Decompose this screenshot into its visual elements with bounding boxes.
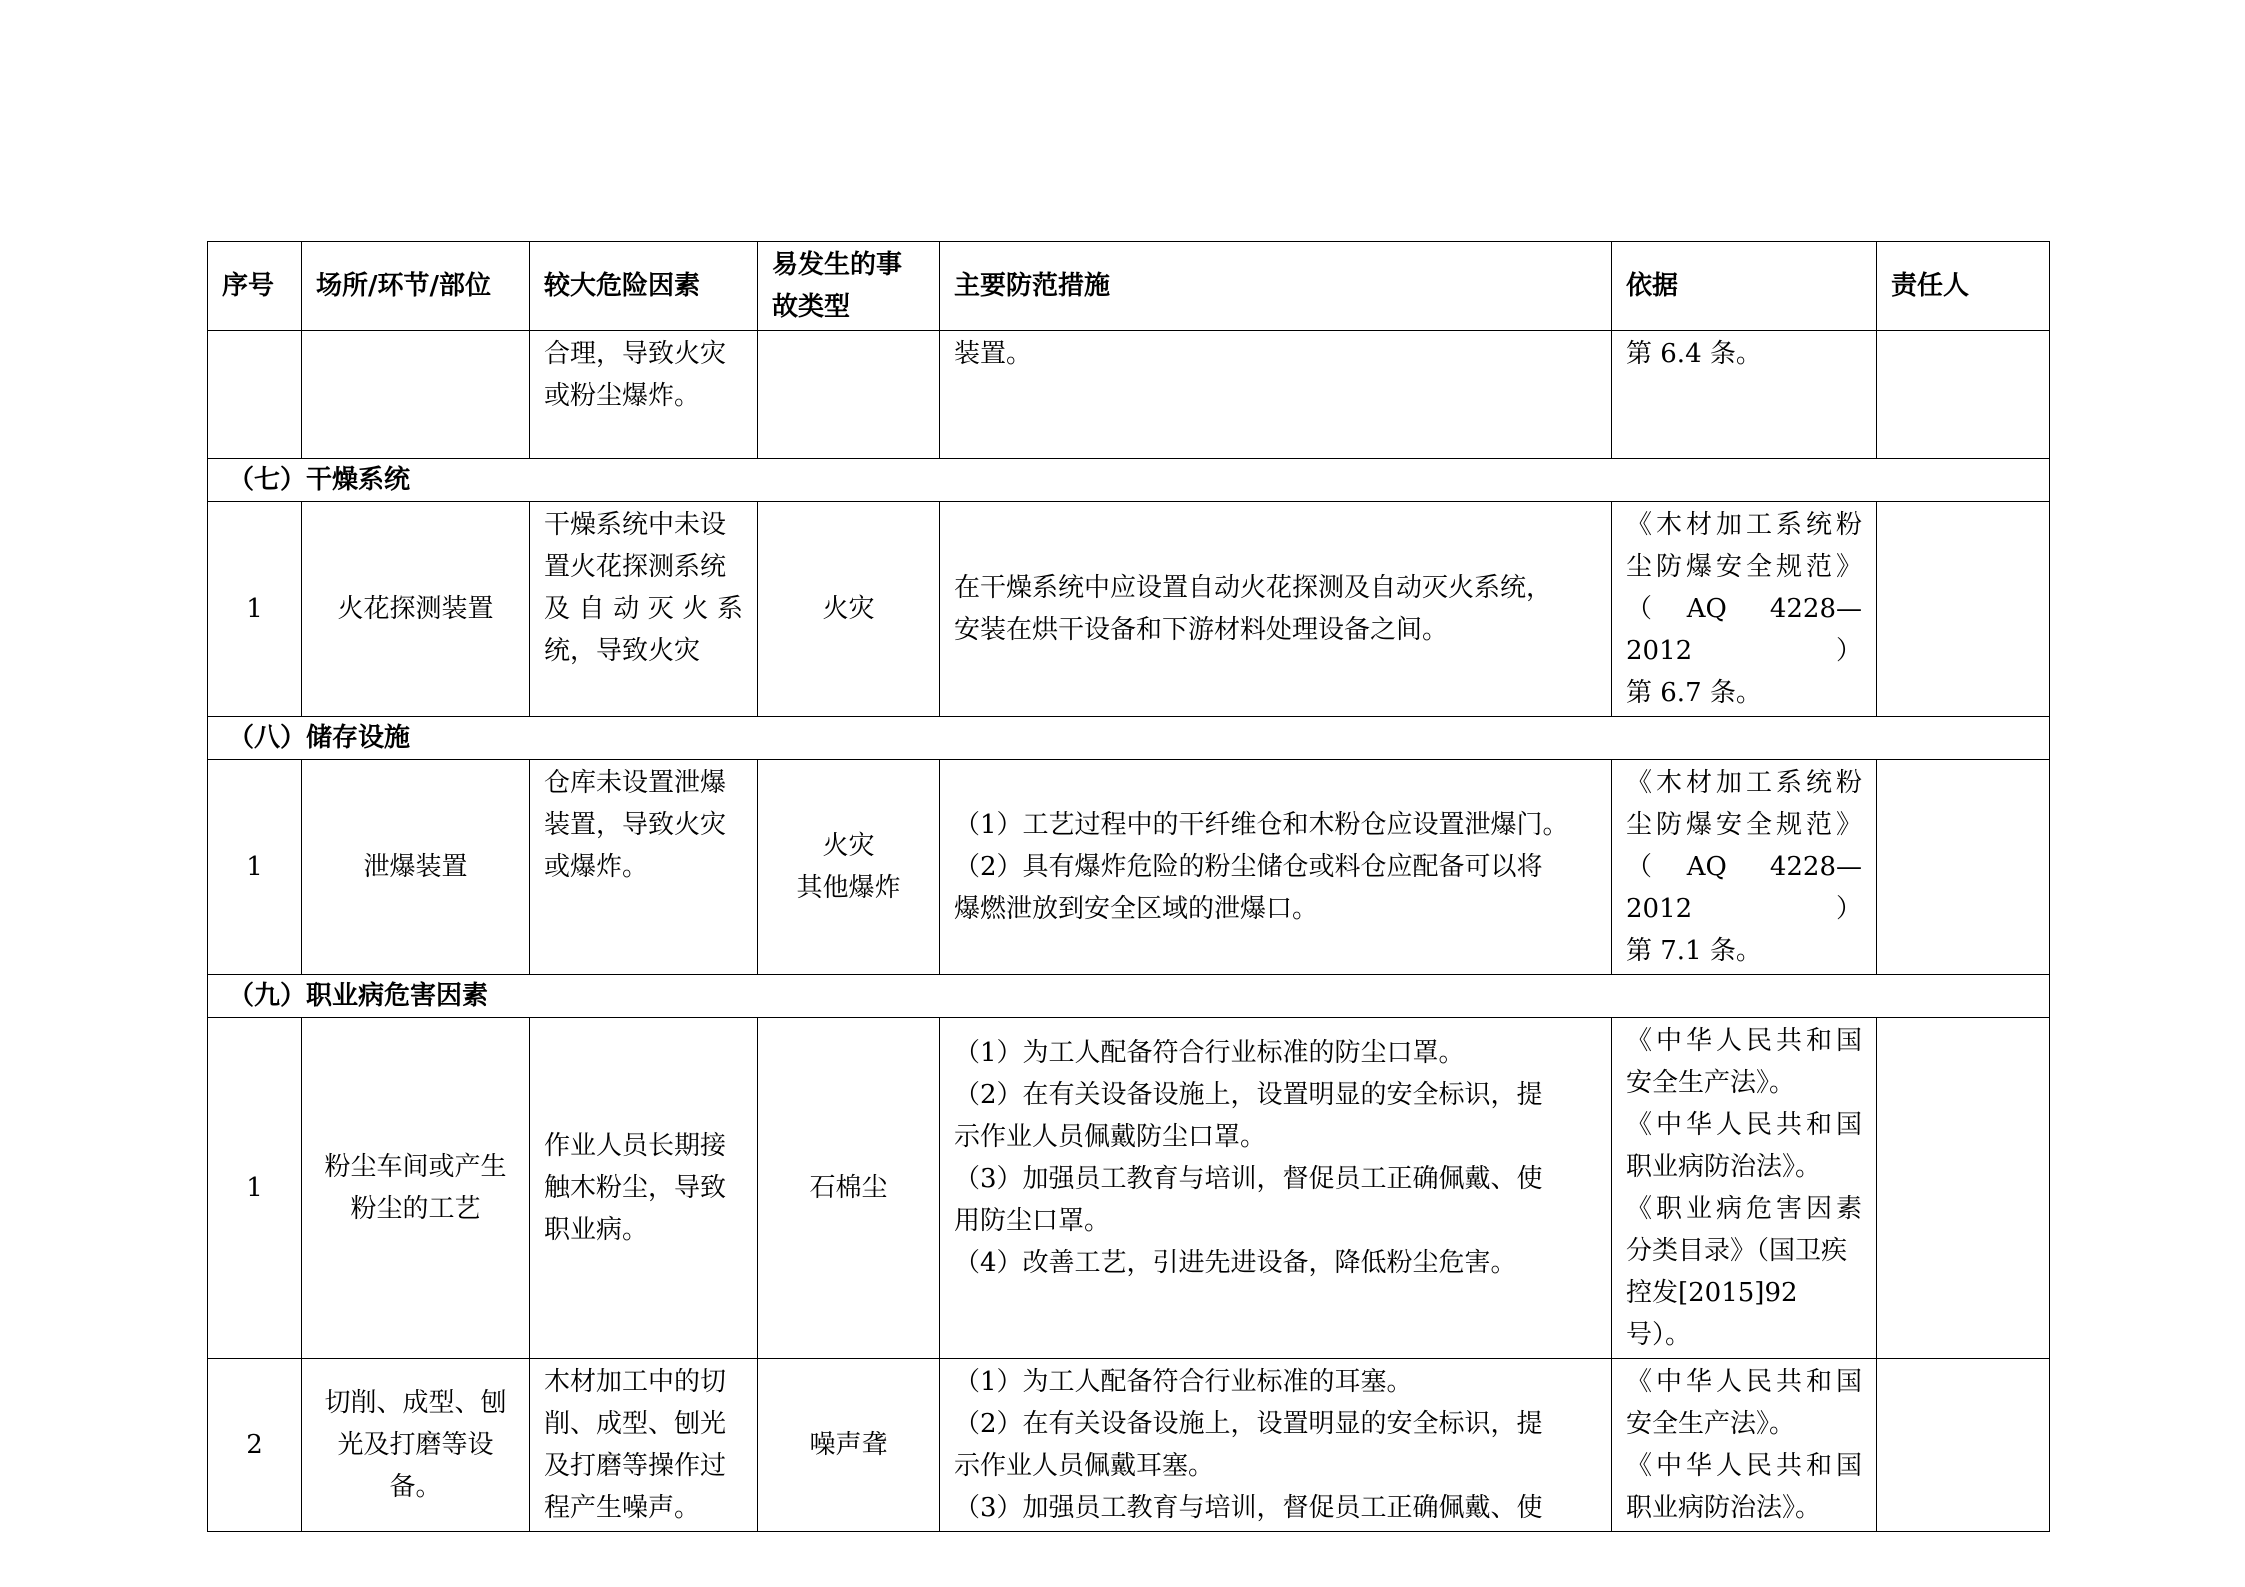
cell-basis (1612, 1018, 1877, 1359)
section-row (208, 459, 2050, 502)
cell-seq: 1 (208, 502, 302, 717)
section-row (208, 717, 2050, 760)
cell-line: （3）加强员工教育与培训，督促员工正确佩戴、使 (954, 1493, 1543, 1523)
cell-line: （2）在有关设备设施上，设置明显的安全标识，提 (954, 1080, 1543, 1110)
cell-owner (1877, 502, 2050, 717)
cell-line: 职业病。 (544, 1215, 649, 1245)
risk-table (207, 241, 2050, 1532)
section-title: （九）职业病危害因素 (208, 975, 2050, 1018)
cell-line: 及自动灭火系 (544, 594, 743, 624)
table-header-row (208, 242, 2050, 331)
cell-place (302, 1018, 530, 1359)
cell-line: 粉尘车间或产生 (324, 1152, 507, 1182)
cell-measures (940, 760, 1612, 975)
cell-line: 粉尘的工艺 (350, 1194, 481, 1224)
cell-line: 尘防爆安全规范》 (1626, 552, 1862, 582)
cell-line: 装置。 (954, 339, 1033, 369)
cell-hazard (530, 1018, 758, 1359)
cell-line: 石棉尘 (809, 1173, 888, 1203)
cell-line: 职业病防治法》。 (1626, 1493, 1822, 1523)
cell-accident (758, 760, 940, 975)
table-row-continuation (208, 331, 2050, 459)
cell-line: （AQ 4228—2012） (1626, 594, 1862, 666)
cell-measures (940, 1018, 1612, 1359)
cell-accident (758, 331, 940, 459)
cell-basis (1612, 331, 1877, 459)
section-title: （八）储存设施 (208, 717, 2050, 760)
cell-line: 《木材加工系统粉 (1626, 768, 1862, 798)
cell-line: 示作业人员佩戴防尘口罩。 (954, 1122, 1267, 1152)
table-row (208, 1359, 2050, 1532)
cell-measures (940, 502, 1612, 717)
cell-line: 在干燥系统中应设置自动火花探测及自动灭火系统， (954, 573, 1553, 603)
cell-line: 削、成型、刨光 (544, 1409, 727, 1439)
cell-line: 《职业病危害因素 (1626, 1194, 1862, 1224)
header-accident-line: 故类型 (772, 292, 851, 322)
header-accident-line: 易发生的事 (772, 250, 903, 280)
cell-line: 火花探测装置 (337, 594, 494, 624)
cell-owner (1877, 1018, 2050, 1359)
cell-line: 分类目录》（国卫疾 (1626, 1236, 1848, 1266)
cell-line: 触木粉尘，导致 (544, 1173, 727, 1203)
cell-line: 其他爆炸 (796, 873, 901, 903)
header-seq: 序号 (208, 242, 302, 331)
cell-place (302, 760, 530, 975)
cell-line: 作业人员长期接 (544, 1131, 727, 1161)
cell-line: 或爆炸。 (544, 852, 649, 882)
table-row (208, 1018, 2050, 1359)
cell-accident (758, 1018, 940, 1359)
cell-line: （3）加强员工教育与培训，督促员工正确佩戴、使 (954, 1164, 1543, 1194)
cell-hazard (530, 502, 758, 717)
cell-line: 示作业人员佩戴耳塞。 (954, 1451, 1215, 1481)
cell-line: 安装在烘干设备和下游材料处理设备之间。 (954, 615, 1449, 645)
cell-hazard (530, 760, 758, 975)
cell-line: 备。 (389, 1472, 442, 1502)
table-row (208, 502, 2050, 717)
cell-owner (1877, 760, 2050, 975)
cell-line: 及打磨等操作过 (544, 1451, 727, 1481)
cell-line: 切削、成型、刨 (324, 1388, 507, 1418)
cell-line: 爆燃泄放到安全区域的泄爆口。 (954, 894, 1319, 924)
cell-line: 火灾 (822, 831, 875, 861)
cell-place (302, 502, 530, 717)
cell-line: 职业病防治法》。 (1626, 1152, 1822, 1182)
cell-owner (1877, 1359, 2050, 1532)
cell-hazard (530, 331, 758, 459)
cell-basis (1612, 1359, 1877, 1532)
cell-line: 《中华人民共和国 (1626, 1451, 1862, 1481)
header-owner: 责任人 (1877, 242, 2050, 331)
header-hazard: 较大危险因素 (530, 242, 758, 331)
cell-line: 置火花探测系统 (544, 552, 727, 582)
cell-seq: 1 (208, 760, 302, 975)
section-title: （七）干燥系统 (208, 459, 2050, 502)
cell-line: 《中华人民共和国 (1626, 1110, 1862, 1140)
cell-owner (1877, 331, 2050, 459)
cell-line: 程产生噪声。 (544, 1493, 701, 1523)
cell-line: 用防尘口罩。 (954, 1206, 1111, 1236)
cell-place (302, 331, 530, 459)
cell-line: 噪声聋 (809, 1430, 888, 1460)
cell-line: 合理，导致火灾 (544, 339, 727, 369)
cell-line: 控发[2015]92 号）。 (1626, 1278, 1798, 1350)
cell-measures (940, 331, 1612, 459)
cell-line: 安全生产法》。 (1626, 1409, 1796, 1439)
table-row (208, 760, 2050, 975)
cell-line: 《中华人民共和国 (1626, 1026, 1862, 1056)
header-place: 场所/环节/部位 (302, 242, 530, 331)
cell-place (302, 1359, 530, 1532)
cell-line: 干燥系统中未设 (544, 510, 727, 540)
cell-line: 火灾 (822, 594, 875, 624)
cell-line: 第 6.4 条。 (1626, 339, 1762, 369)
cell-line: 木材加工中的切 (544, 1367, 727, 1397)
cell-line: （1）工艺过程中的干纤维仓和木粉仓应设置泄爆门。 (954, 810, 1569, 840)
cell-accident (758, 502, 940, 717)
cell-hazard (530, 1359, 758, 1532)
cell-line: 第 6.7 条。 (1626, 678, 1762, 708)
cell-line: 光及打磨等设 (337, 1430, 494, 1460)
header-measures: 主要防范措施 (940, 242, 1612, 331)
cell-line: 安全生产法》。 (1626, 1068, 1796, 1098)
cell-line: （AQ 4228—2012） (1626, 852, 1862, 924)
cell-seq: 1 (208, 1018, 302, 1359)
header-basis: 依据 (1612, 242, 1877, 331)
section-row (208, 975, 2050, 1018)
cell-seq: 2 (208, 1359, 302, 1532)
cell-line: 尘防爆安全规范》 (1626, 810, 1862, 840)
cell-line: 《中华人民共和国 (1626, 1367, 1862, 1397)
cell-measures (940, 1359, 1612, 1532)
cell-line: 泄爆装置 (363, 852, 468, 882)
cell-basis (1612, 760, 1877, 975)
cell-line: （1）为工人配备符合行业标准的防尘口罩。 (954, 1038, 1465, 1068)
cell-line: 或粉尘爆炸。 (544, 381, 701, 411)
cell-line: 仓库未设置泄爆 (544, 768, 727, 798)
cell-seq (208, 331, 302, 459)
cell-line: 第 7.1 条。 (1626, 936, 1762, 966)
cell-line: 统，导致火灾 (544, 636, 701, 666)
cell-line: （1）为工人配备符合行业标准的耳塞。 (954, 1367, 1413, 1397)
cell-line: 装置，导致火灾 (544, 810, 727, 840)
cell-accident (758, 1359, 940, 1532)
header-accident (758, 242, 940, 331)
cell-line: （2）在有关设备设施上，设置明显的安全标识，提 (954, 1409, 1543, 1439)
cell-line: 《木材加工系统粉 (1626, 510, 1862, 540)
cell-basis (1612, 502, 1877, 717)
cell-line: （4）改善工艺，引进先进设备，降低粉尘危害。 (954, 1248, 1517, 1278)
cell-line: （2）具有爆炸危险的粉尘储仓或料仓应配备可以将 (954, 852, 1543, 882)
